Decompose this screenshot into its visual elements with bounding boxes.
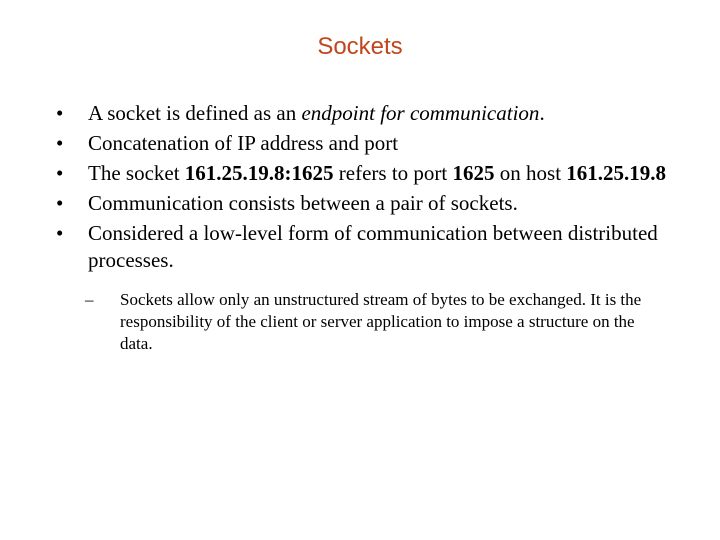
bullet-emphasis: endpoint for communication: [301, 101, 540, 125]
bullet-marker: •: [56, 191, 64, 215]
sub-bullet-item: [85, 289, 671, 355]
bullet-marker: •: [56, 101, 64, 125]
bullet-item: [56, 160, 671, 187]
bullet-text: The socket: [88, 161, 185, 185]
bullet-marker: •: [56, 221, 64, 245]
sub-bullet-marker: –: [85, 290, 94, 309]
bullet-item: [56, 130, 671, 157]
sub-bullet-list: [85, 289, 671, 355]
bullet-text: Communication consists between a pair of sockets.: [88, 191, 518, 215]
bullet-text: .: [539, 101, 545, 125]
bullet-text: Concatenation of IP address and port: [88, 131, 399, 155]
bullet-item: [56, 190, 671, 217]
socket-address: 161.25.19.8:1625: [184, 161, 334, 185]
bullet-text: A socket is defined as an: [88, 101, 302, 125]
bullet-marker: •: [56, 131, 64, 155]
bullet-text: on host: [494, 161, 567, 185]
sub-bullet-text: Sockets allow only an unstructured stream of bytes to be exchanged. It is the responsibility of the client or server application to impose a structure on the data.: [120, 290, 642, 353]
bullet-item: [56, 220, 671, 355]
bullet-list: [56, 100, 671, 358]
bullet-item: [56, 100, 671, 127]
slide-title: Sockets: [317, 33, 403, 60]
host-address: 161.25.19.8: [566, 161, 667, 185]
port-number: 1625: [452, 161, 495, 185]
bullet-text: Considered a low-level form of communication between distributed processes.: [88, 221, 658, 272]
bullet-text: refers to port: [333, 161, 453, 185]
bullet-marker: •: [56, 161, 64, 185]
